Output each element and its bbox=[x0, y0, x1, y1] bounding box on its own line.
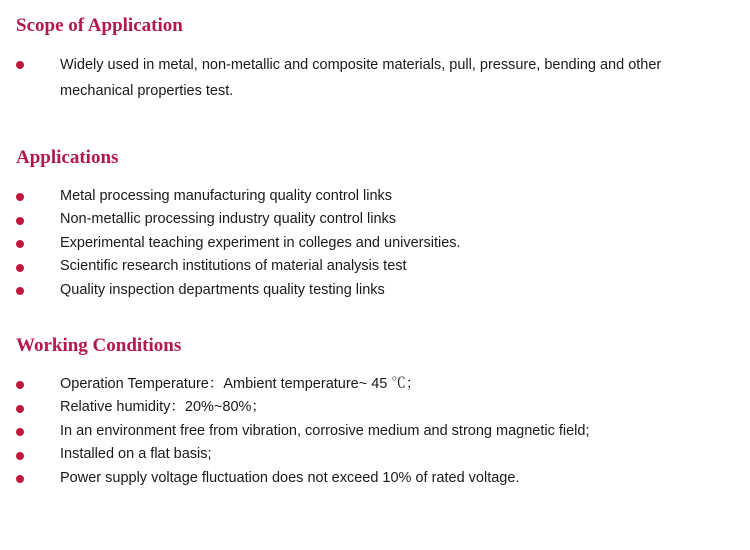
list-item bbox=[16, 420, 730, 444]
section-heading-working-conditions: Working Conditions bbox=[16, 335, 182, 356]
list-item bbox=[16, 232, 730, 256]
list-item-text: Scientific research institutions of material analysis test bbox=[60, 258, 407, 274]
bullet-icon bbox=[16, 452, 24, 460]
list-item bbox=[16, 396, 730, 420]
bullet-icon bbox=[16, 264, 24, 272]
list-item-text: Quality inspection departments quality testing links bbox=[60, 281, 385, 298]
list-item-text: Widely used in metal, non-metallic and composite materials, pull, pressure, bending and other mechanical properties test. bbox=[60, 56, 662, 99]
list-item-text: Metal processing manufacturing quality control links bbox=[60, 187, 393, 204]
bullet-icon bbox=[16, 240, 24, 248]
list-item-text: Non-metallic processing industry quality control links bbox=[60, 211, 397, 227]
list-item bbox=[16, 185, 730, 209]
bullet-icon bbox=[16, 287, 24, 295]
list-item-text: Installed on a flat basis; bbox=[60, 446, 212, 463]
bullet-icon bbox=[16, 193, 24, 201]
list-item-text: Power supply voltage fluctuation does not exceed 10% of rated voltage. bbox=[60, 469, 520, 486]
list-item-text: Experimental teaching experiment in colleges and universities. bbox=[60, 234, 461, 251]
scope-bullet-list bbox=[16, 52, 730, 104]
section-heading-scope: Scope of Application bbox=[16, 15, 183, 36]
list-item bbox=[16, 467, 730, 491]
list-item bbox=[16, 255, 730, 279]
list-item-text: Relative humidity：20%~80%； bbox=[60, 399, 266, 416]
list-item bbox=[16, 208, 730, 232]
list-item bbox=[16, 443, 730, 467]
working-conditions-bullet-list bbox=[16, 373, 730, 491]
section-applications bbox=[16, 146, 730, 302]
bullet-icon bbox=[16, 405, 24, 413]
list-item bbox=[16, 279, 730, 303]
applications-bullet-list bbox=[16, 185, 730, 303]
section-scope-of-application bbox=[16, 8, 730, 104]
bullet-icon bbox=[16, 428, 24, 436]
list-item bbox=[16, 373, 730, 397]
bullet-icon bbox=[16, 61, 24, 69]
section-working-conditions bbox=[16, 334, 730, 490]
list-item-text: Operation Temperature：Ambient temperature~ 45 ℃； bbox=[60, 375, 421, 392]
bullet-icon bbox=[16, 475, 24, 483]
list-item-text: In an environment free from vibration, corrosive medium and strong magnetic field; bbox=[60, 422, 590, 439]
section-heading-applications: Applications bbox=[16, 146, 119, 168]
bullet-icon bbox=[16, 381, 24, 389]
bullet-icon bbox=[16, 217, 24, 225]
list-item bbox=[16, 52, 730, 104]
